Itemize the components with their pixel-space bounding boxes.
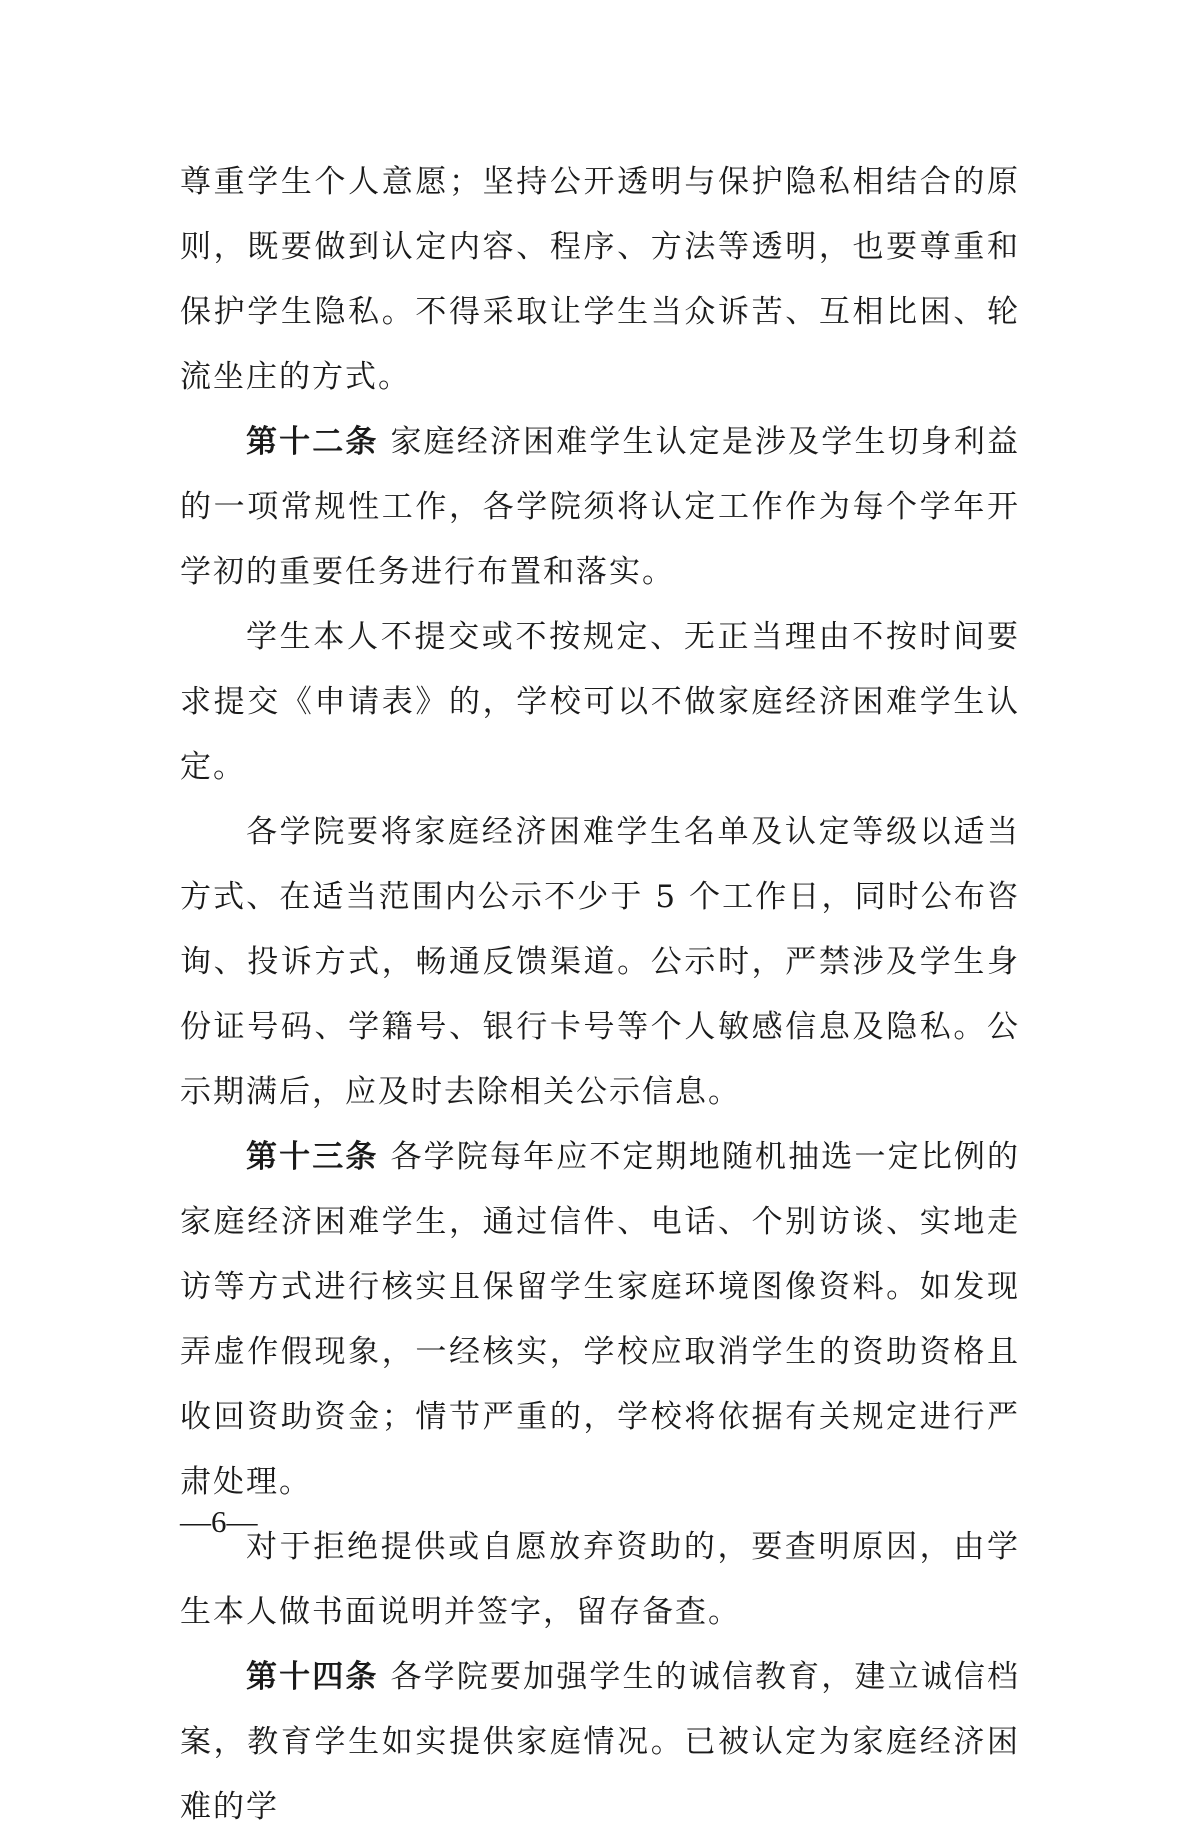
article-13-text: 各学院每年应不定期地随机抽选一定比例的家庭经济困难学生，通过信件、电话、个别访谈、实地走访等方式进行核实且保留学生家庭环境图像资料。如发现弄虚作假现象，一经核实，学校应取消学生的资助资格且收回资助资金；情节严重的，学校将依据有关规定进行严肃处理。 — [180, 1139, 1020, 1500]
article-12-text: 家庭经济困难学生认定是涉及学生切身利益的一项常规性工作，各学院须将认定工作作为每个学年开学初的重要任务进行布置和落实。 — [180, 424, 1020, 590]
paragraph-1-text: 尊重学生个人意愿；坚持公开透明与保护隐私相结合的原则，既要做到认定内容、程序、方法等透明，也要尊重和保护学生隐私。不得采取让学生当众诉苦、互相比困、轮流坐庄的方式。 — [180, 164, 1020, 395]
article-13-heading: 第十三条 — [246, 1139, 379, 1175]
article-14-heading: 第十四条 — [246, 1659, 379, 1695]
page-number: —6— — [180, 1504, 258, 1539]
paragraph-3 — [180, 605, 1020, 800]
article-14-paragraph — [180, 1645, 1020, 1840]
paragraph-4-text: 各学院要将家庭经济困难学生名单及认定等级以适当方式、在适当范围内公示不少于 5 个工作日，同时公布咨询、投诉方式，畅通反馈渠道。公示时，严禁涉及学生身份证号码、学籍号、银行卡号等个人敏感信息及隐私。公示期满后，应及时去除相关公示信息。 — [180, 814, 1020, 1110]
article-12-heading: 第十二条 — [246, 424, 379, 460]
document-body — [180, 150, 1020, 1840]
paragraph-3-text: 学生本人不提交或不按规定、无正当理由不按时间要求提交《申请表》的，学校可以不做家庭经济困难学生认定。 — [180, 619, 1020, 785]
article-12-paragraph — [180, 410, 1020, 605]
article-14-text: 各学院要加强学生的诚信教育，建立诚信档案，教育学生如实提供家庭情况。已被认定为家庭经济困难的学 — [180, 1659, 1020, 1825]
paragraph-6 — [180, 1515, 1020, 1645]
article-13-paragraph — [180, 1125, 1020, 1515]
paragraph-4 — [180, 800, 1020, 1125]
paragraph-6-text: 对于拒绝提供或自愿放弃资助的，要查明原因，由学生本人做书面说明并签字，留存备查。 — [180, 1529, 1020, 1630]
paragraph-1 — [180, 150, 1020, 410]
